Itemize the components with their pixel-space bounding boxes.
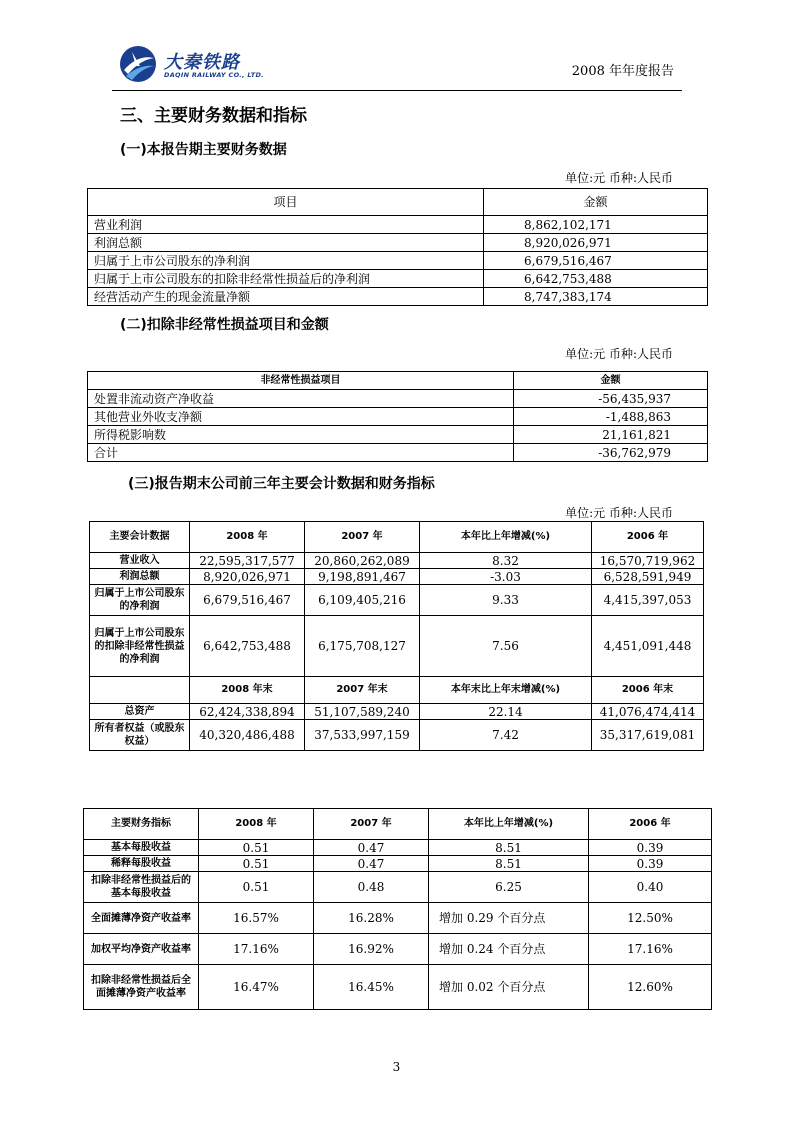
part3-unit: 单位:元 币种:人民币 xyxy=(565,506,673,520)
table-row xyxy=(84,856,712,872)
table-cell: 0.47 xyxy=(314,840,429,856)
table-row xyxy=(88,252,708,270)
table-cell: 16.57% xyxy=(199,903,314,934)
table-row xyxy=(88,270,708,288)
table-row-label: 基本每股收益 xyxy=(84,840,199,856)
table-cell: 6,679,516,467 xyxy=(484,252,708,270)
table-cell: 35,317,619,081 xyxy=(592,720,704,751)
part2-title: (二)扣除非经常性损益项目和金额 xyxy=(120,317,329,333)
table-header-cell: 非经常性损益项目 xyxy=(88,372,514,390)
table-cell: 51,107,589,240 xyxy=(305,704,420,720)
part1-title: (一)本报告期主要财务数据 xyxy=(120,142,287,158)
table-row xyxy=(90,553,704,569)
table-header-row xyxy=(90,522,704,553)
table-cell: 16.45% xyxy=(314,965,429,1010)
table-row xyxy=(84,840,712,856)
table-row-label: 总资产 xyxy=(90,704,190,720)
table-cell: 22.14 xyxy=(420,704,592,720)
table-cell: 6,642,753,488 xyxy=(190,616,305,677)
table-cell: 37,533,997,159 xyxy=(305,720,420,751)
page-header xyxy=(112,40,682,92)
table-cell: 16,570,719,962 xyxy=(592,553,704,569)
table-cell: 0.51 xyxy=(199,872,314,903)
table-row-label: 所有者权益（或股东权益） xyxy=(90,720,190,751)
table-cell: 4,415,397,053 xyxy=(592,585,704,616)
section-title: 三、主要财务数据和指标 xyxy=(120,106,307,126)
table-row-label: 扣除非经常性损益后的基本每股收益 xyxy=(84,872,199,903)
table-cell: 6,642,753,488 xyxy=(484,270,708,288)
table-row xyxy=(90,616,704,677)
table-cell: -56,435,937 xyxy=(514,390,708,408)
table-cell: 处置非流动资产净收益 xyxy=(88,390,514,408)
table-cell: 62,424,338,894 xyxy=(190,704,305,720)
part2-unit: 单位:元 币种:人民币 xyxy=(565,347,673,361)
table-cell: 其他营业外收支净额 xyxy=(88,408,514,426)
table-cell: 17.16% xyxy=(589,934,712,965)
table-cell: 4,451,091,448 xyxy=(592,616,704,677)
table-cell: 6.25 xyxy=(429,872,589,903)
table-row xyxy=(84,903,712,934)
table-cell: 6,679,516,467 xyxy=(190,585,305,616)
table-row-label: 扣除非经常性损益后全面摊薄净资产收益率 xyxy=(84,965,199,1010)
table-cell: 利润总额 xyxy=(88,234,484,252)
table-row xyxy=(88,408,708,426)
table-header-row xyxy=(88,189,708,216)
table-cell: 20,860,262,089 xyxy=(305,553,420,569)
table-cell: 16.28% xyxy=(314,903,429,934)
table-header-cell xyxy=(90,677,190,704)
three-year-accounting-data-table xyxy=(89,521,704,751)
table-header-cell: 2008 年 xyxy=(190,522,305,553)
table-header-cell: 本年比上年增减(%) xyxy=(420,522,592,553)
table-cell: 8.51 xyxy=(429,840,589,856)
company-name-cn: 大秦铁路 xyxy=(164,52,240,73)
table-cell: 0.51 xyxy=(199,840,314,856)
table-row-label: 全面摊薄净资产收益率 xyxy=(84,903,199,934)
table-row-label: 利润总额 xyxy=(90,569,190,585)
table-cell: 0.39 xyxy=(589,840,712,856)
table-cell: 营业利润 xyxy=(88,216,484,234)
table-row xyxy=(88,216,708,234)
table-cell: 归属于上市公司股东的净利润 xyxy=(88,252,484,270)
table-header-cell: 项目 xyxy=(88,189,484,216)
table-cell: 8,920,026,971 xyxy=(190,569,305,585)
table-cell: -1,488,863 xyxy=(514,408,708,426)
table-cell: 0.48 xyxy=(314,872,429,903)
part3-title: (三)报告期末公司前三年主要会计数据和财务指标 xyxy=(128,476,435,492)
table-cell: 0.47 xyxy=(314,856,429,872)
table-cell: 经营活动产生的现金流量净额 xyxy=(88,288,484,306)
table-cell: 8.32 xyxy=(420,553,592,569)
table-row xyxy=(84,872,712,903)
table-row xyxy=(88,390,708,408)
table-cell: 22,595,317,577 xyxy=(190,553,305,569)
table-header-cell: 2006 年末 xyxy=(592,677,704,704)
daqin-logo-icon xyxy=(118,44,158,84)
table-cell: 41,076,474,414 xyxy=(592,704,704,720)
table-cell: 9,198,891,467 xyxy=(305,569,420,585)
table-cell: 8.51 xyxy=(429,856,589,872)
table-cell: 增加 0.29 个百分点 xyxy=(429,903,589,934)
table-header-cell: 2007 年末 xyxy=(305,677,420,704)
table-row xyxy=(90,569,704,585)
table-cell: 9.33 xyxy=(420,585,592,616)
table-row xyxy=(90,585,704,616)
page-number: 3 xyxy=(392,1060,401,1074)
table-cell: 7.42 xyxy=(420,720,592,751)
table-cell: 合计 xyxy=(88,444,514,462)
financial-indicators-table xyxy=(83,808,712,1010)
table-header-cell: 2008 年 xyxy=(199,809,314,840)
table-header-cell: 2007 年 xyxy=(314,809,429,840)
table-cell: 17.16% xyxy=(199,934,314,965)
report-title: 2008 年年度报告 xyxy=(571,64,674,79)
table-header-cell: 2007 年 xyxy=(305,522,420,553)
table-header-cell: 2006 年 xyxy=(589,809,712,840)
part1-unit: 单位:元 币种:人民币 xyxy=(565,171,673,185)
table-cell: -3.03 xyxy=(420,569,592,585)
table-cell: 归属于上市公司股东的扣除非经常性损益后的净利润 xyxy=(88,270,484,288)
table-cell: -36,762,979 xyxy=(514,444,708,462)
table-cell: 所得税影响数 xyxy=(88,426,514,444)
table-cell: 6,528,591,949 xyxy=(592,569,704,585)
table-header-row xyxy=(90,677,704,704)
table-row-label: 加权平均净资产收益率 xyxy=(84,934,199,965)
table-cell: 6,109,405,216 xyxy=(305,585,420,616)
non-recurring-items-table xyxy=(87,371,708,462)
table-cell: 12.50% xyxy=(589,903,712,934)
table-cell: 0.39 xyxy=(589,856,712,872)
table-header-cell: 主要会计数据 xyxy=(90,522,190,553)
table-row xyxy=(90,704,704,720)
table-cell: 增加 0.02 个百分点 xyxy=(429,965,589,1010)
table-row xyxy=(88,426,708,444)
table-cell: 8,920,026,971 xyxy=(484,234,708,252)
table-header-cell: 2006 年 xyxy=(592,522,704,553)
table-cell: 0.40 xyxy=(589,872,712,903)
table-cell: 6,175,708,127 xyxy=(305,616,420,677)
table-header-cell: 本年末比上年末增减(%) xyxy=(420,677,592,704)
table-row xyxy=(88,288,708,306)
table-cell: 8,747,383,174 xyxy=(484,288,708,306)
table-row-label: 归属于上市公司股东的净利润 xyxy=(90,585,190,616)
table-row-label: 稀释每股收益 xyxy=(84,856,199,872)
table-cell: 7.56 xyxy=(420,616,592,677)
header-divider xyxy=(112,90,682,91)
main-financial-data-table xyxy=(87,188,708,306)
table-row xyxy=(84,934,712,965)
table-row-label: 营业收入 xyxy=(90,553,190,569)
table-row-label: 归属于上市公司股东的扣除非经常性损益的净利润 xyxy=(90,616,190,677)
table-row xyxy=(88,234,708,252)
table-cell: 16.92% xyxy=(314,934,429,965)
table-header-cell: 金额 xyxy=(514,372,708,390)
table-header-cell: 主要财务指标 xyxy=(84,809,199,840)
table-cell: 8,862,102,171 xyxy=(484,216,708,234)
table-cell: 0.51 xyxy=(199,856,314,872)
table-cell: 40,320,486,488 xyxy=(190,720,305,751)
table-cell: 21,161,821 xyxy=(514,426,708,444)
table-cell: 12.60% xyxy=(589,965,712,1010)
table-cell: 16.47% xyxy=(199,965,314,1010)
table-header-cell: 本年比上年增减(%) xyxy=(429,809,589,840)
table-row xyxy=(84,965,712,1010)
table-row xyxy=(88,444,708,462)
table-header-cell: 2008 年末 xyxy=(190,677,305,704)
table-cell: 增加 0.24 个百分点 xyxy=(429,934,589,965)
company-name-en: DAQIN RAILWAY CO., LTD. xyxy=(164,71,264,79)
table-row xyxy=(90,720,704,751)
table-header-cell: 金额 xyxy=(484,189,708,216)
table-header-row xyxy=(84,809,712,840)
table-header-row xyxy=(88,372,708,390)
